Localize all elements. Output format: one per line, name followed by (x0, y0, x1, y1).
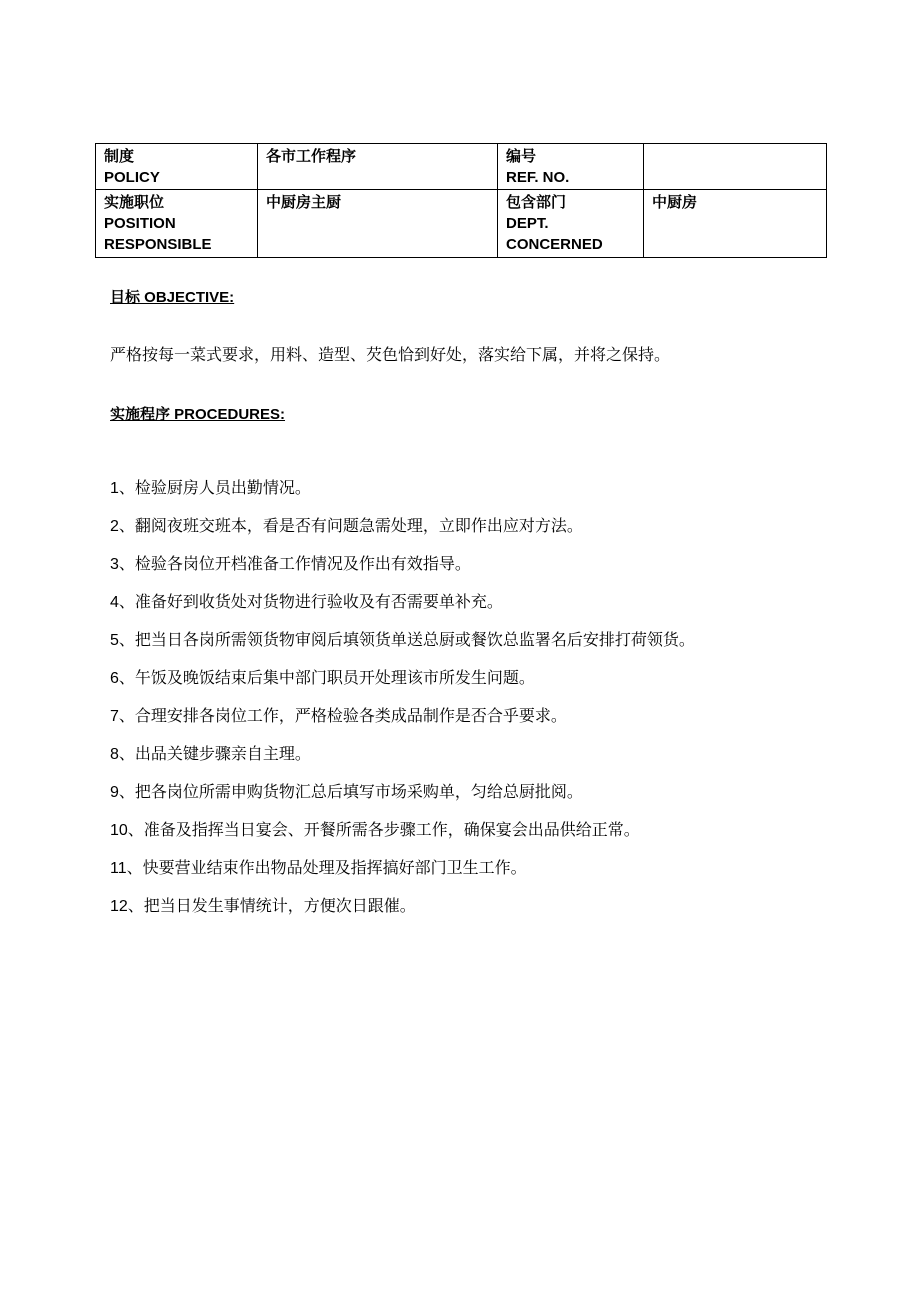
list-item (110, 781, 695, 819)
procedure-text: 、检验各岗位开档准备工作情况及作出有效指导。 (118, 554, 471, 573)
procedure-number: 4 (110, 594, 119, 611)
dept-label-cn: 包含部门 (506, 194, 567, 211)
procedure-number: 11 (110, 860, 127, 877)
procedure-text: 、把当日发生事情统计，方便次日跟催。 (127, 896, 416, 915)
dept-label-en-2: CONCERNED (506, 236, 603, 253)
procedure-text: 、准备及指挥当日宴会、开餐所需各步骤工作，确保宴会出品供给正常。 (127, 820, 640, 839)
procedure-text: 、快要营业结束作出物品处理及指挥搞好部门卫生工作。 (126, 858, 527, 877)
dept-label-cell (498, 190, 644, 258)
dept-value-cell (644, 190, 827, 258)
procedure-number: 3 (110, 556, 119, 573)
list-item (110, 629, 695, 667)
list-item (110, 553, 695, 591)
position-label-en-2: RESPONSIBLE (104, 236, 212, 253)
procedure-list (110, 477, 695, 933)
list-item (110, 819, 695, 857)
list-item (110, 477, 695, 515)
procedure-number: 8 (110, 746, 119, 763)
procedure-number: 1 (110, 480, 119, 497)
ref-no-label-cn: 编号 (506, 148, 537, 165)
list-item (110, 705, 695, 743)
policy-label-en: POLICY (104, 169, 160, 186)
procedure-number: 7 (110, 708, 119, 725)
procedure-number: 12 (110, 898, 128, 915)
policy-label-cell (96, 144, 258, 190)
policy-label-cn: 制度 (104, 148, 135, 165)
position-value-cell (258, 190, 498, 258)
table-row (96, 190, 827, 258)
procedure-text: 、出品关键步骤亲自主理。 (118, 744, 311, 763)
policy-value-cell (258, 144, 498, 190)
procedure-text: 、午饭及晚饭结束后集中部门职员开处理该市所发生问题。 (118, 668, 535, 687)
procedure-number: 6 (110, 670, 119, 687)
procedure-number: 2 (110, 518, 119, 535)
ref-no-label-cell (498, 144, 644, 190)
objective-text: 严格按每一菜式要求，用料、造型、芡色恰到好处，落实给下属，并将之保持。 (110, 345, 671, 364)
procedure-text: 、把当日各岗所需领货物审阅后填领货单送总厨或餐饮总监署名后安排打荷领货。 (118, 630, 695, 649)
procedure-text: 、准备好到收货处对货物进行验收及有否需要单补充。 (118, 592, 503, 611)
dept-value: 中厨房 (652, 194, 698, 211)
list-item (110, 857, 695, 895)
dept-label-en-1: DEPT. (506, 215, 549, 232)
list-item (110, 591, 695, 629)
procedure-number: 9 (110, 784, 119, 801)
policy-value: 各市工作程序 (266, 148, 357, 165)
policy-header-table (95, 143, 827, 258)
list-item (110, 743, 695, 781)
table-row (96, 144, 827, 190)
list-item (110, 667, 695, 705)
procedure-text: 、把各岗位所需申购货物汇总后填写市场采购单，匀给总厨批阅。 (118, 782, 583, 801)
procedure-number: 5 (110, 632, 119, 649)
procedure-text: 、合理安排各岗位工作，严格检验各类成品制作是否合乎要求。 (118, 706, 567, 725)
ref-no-value-cell (644, 144, 827, 190)
list-item (110, 895, 695, 933)
position-label-cell (96, 190, 258, 258)
procedures-heading: 实施程序 PROCEDURES: (110, 406, 286, 423)
position-label-cn: 实施职位 (104, 194, 165, 211)
list-item (110, 515, 695, 553)
position-value: 中厨房主厨 (266, 194, 342, 211)
objective-heading: 目标 OBJECTIVE: (110, 289, 235, 306)
ref-no-label-en: REF. NO. (506, 169, 570, 186)
procedure-text: 、翻阅夜班交班本，看是否有问题急需处理，立即作出应对方法。 (118, 516, 583, 535)
position-label-en-1: POSITION (104, 215, 176, 232)
procedure-text: 、检验厨房人员出勤情况。 (118, 478, 311, 497)
procedure-number: 10 (110, 822, 128, 839)
